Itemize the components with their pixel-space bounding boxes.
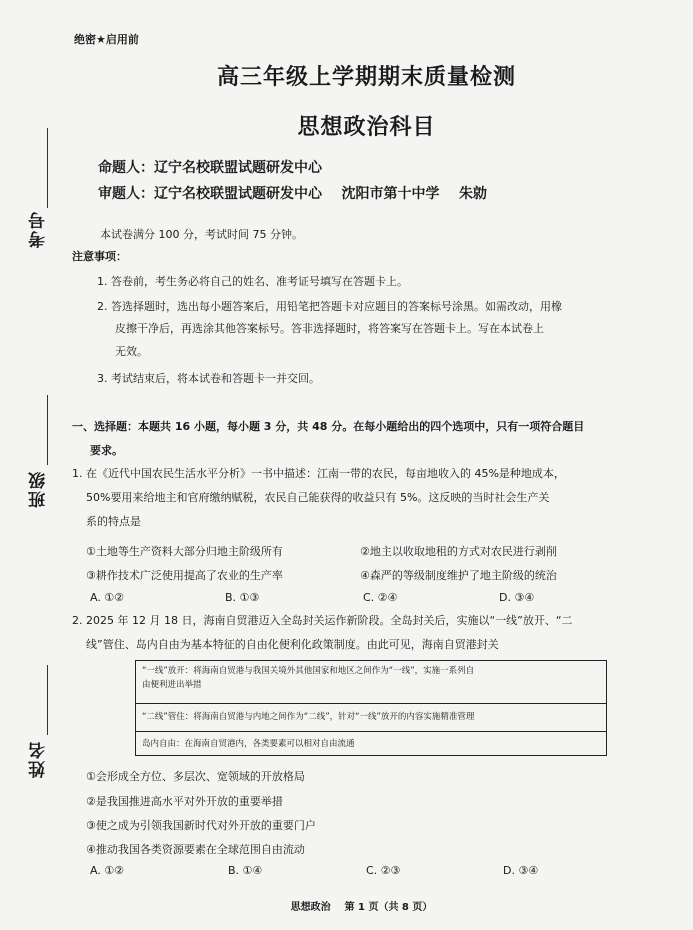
table-cell-text: 由便利进出举措 bbox=[142, 680, 202, 690]
q2-option-b[interactable]: B. ①④ bbox=[228, 864, 263, 877]
question-2-stem: 线”管住、岛内自由为基本特征的自由化便利化政策制度。由此可见，海南自贸港封关 bbox=[86, 638, 499, 651]
question-1-stem: 系的特点是 bbox=[86, 515, 141, 528]
notice-heading: 注意事项： bbox=[72, 250, 127, 263]
exam-title: 高三年级上学期期末质量检测 bbox=[216, 65, 516, 90]
table-cell-text: 岛内自由：在海南自贸港内，各类要素可以相对自由流通 bbox=[142, 739, 355, 749]
q2-statement-4: ④推动我国各类资源要素在全球范围自由流动 bbox=[86, 843, 305, 856]
name-label: 姓名 bbox=[29, 740, 49, 778]
page-footer: 思想政治 第 1 页（共 8 页） bbox=[290, 902, 433, 913]
q2-statement-1: ①会形成全方位、多层次、宽领域的开放格局 bbox=[86, 770, 305, 783]
notice-item: 2. 答选择题时，选出每小题答案后，用铅笔把答题卡对应题目的答案标号涂黑。如需改动，用橡 bbox=[97, 300, 562, 313]
q1-statement-2: ②地主以收取地租的方式对农民进行剥削 bbox=[360, 545, 557, 558]
setter-line: 命题人：辽宁名校联盟试题研发中心 bbox=[98, 160, 322, 176]
q2-statement-2: ②是我国推进高水平对外开放的重要举措 bbox=[86, 795, 283, 808]
q2-option-c[interactable]: C. ②③ bbox=[366, 864, 401, 877]
q2-policy-table bbox=[135, 660, 607, 756]
intro-text: 本试卷满分 100 分，考试时间 75 分钟。 bbox=[100, 228, 303, 241]
table-row bbox=[136, 703, 606, 731]
table-cell-text: “二线”管住：将海南自贸港与内地之间作为“二线”，针对“一线”放开的内容实施精准管理 bbox=[142, 712, 475, 722]
q1-option-a[interactable]: A. ①② bbox=[90, 591, 125, 604]
table-cell-text: “一线”放开：将海南自贸港与我国关境外其他国家和地区之间作为“一线”，实施一系列自 bbox=[142, 666, 475, 676]
q1-statement-4: ④森严的等级制度维护了地主阶级的统治 bbox=[360, 569, 557, 582]
class-label: 班级 bbox=[29, 470, 49, 508]
question-1-stem: 1. 在《近代中国农民生活水平分析》一书中描述：江南一带的农民，每亩地收入的 45%是种地成本， bbox=[72, 467, 565, 480]
name-line bbox=[47, 665, 48, 735]
subject-title: 思想政治科目 bbox=[297, 115, 436, 140]
question-1-stem: 50%要用来给地主和官府缴纳赋税，农民自己能获得的收益只有 5%。这反映的当时社会生产关 bbox=[86, 491, 550, 504]
q1-option-d[interactable]: D. ③④ bbox=[499, 591, 535, 604]
exam-no-label: 考号 bbox=[29, 210, 49, 248]
class-line bbox=[47, 395, 48, 465]
confidential-mark: 绝密★启用前 bbox=[74, 33, 139, 46]
q1-statement-3: ③耕作技术广泛使用提高了农业的生产率 bbox=[86, 569, 283, 582]
table-row bbox=[136, 661, 606, 703]
q2-statement-3: ③使之成为引领我国新时代对外开放的重要门户 bbox=[86, 819, 316, 832]
notice-item-cont: 皮擦干净后，再选涂其他答案标号。答非选择题时，将答案写在答题卡上。写在本试卷上 bbox=[115, 322, 544, 335]
section-heading: 一、选择题：本题共 16 小题，每小题 3 分，共 48 分。在每小题给出的四个选项中，只有一项符合题目 bbox=[72, 420, 585, 433]
q2-option-a[interactable]: A. ①② bbox=[90, 864, 125, 877]
q1-statement-1: ①土地等生产资料大部分归地主阶级所有 bbox=[86, 545, 283, 558]
notice-item: 1. 答卷前，考生务必将自己的姓名、准考证号填写在答题卡上。 bbox=[97, 275, 408, 288]
q2-option-d[interactable]: D. ③④ bbox=[503, 864, 539, 877]
notice-item-cont: 无效。 bbox=[115, 345, 148, 358]
q1-option-b[interactable]: B. ①③ bbox=[225, 591, 260, 604]
question-2-stem: 2. 2025 年 12 月 18 日，海南自贸港迈入全岛封关运作新阶段。全岛封关后，实施以“一线”放开、“二 bbox=[72, 614, 573, 627]
q1-option-c[interactable]: C. ②④ bbox=[363, 591, 398, 604]
section-heading-cont: 要求。 bbox=[90, 444, 123, 457]
table-row bbox=[136, 731, 606, 756]
reviewer-line: 审题人：辽宁名校联盟试题研发中心 沈阳市第十中学 朱勍 bbox=[98, 186, 487, 202]
notice-item: 3. 考试结束后，将本试卷和答题卡一并交回。 bbox=[97, 372, 320, 385]
